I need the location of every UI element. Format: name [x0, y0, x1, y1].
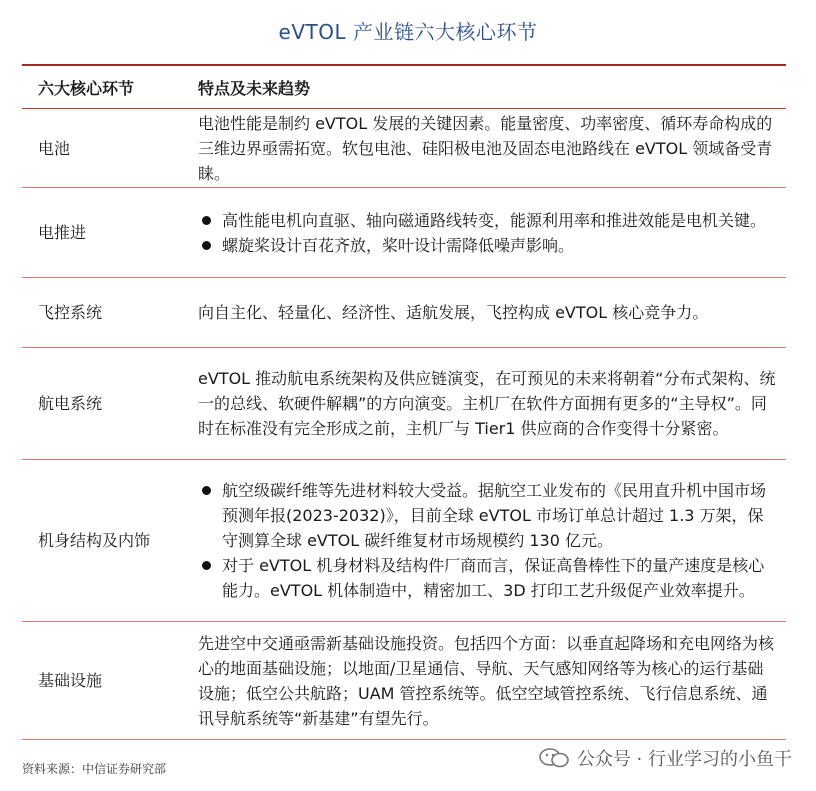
row-category: 飞控系统	[22, 278, 182, 348]
row-category: 基础设施	[22, 622, 182, 740]
page-title: eVTOL 产业链六大核心环节	[278, 20, 538, 44]
row-description: eVTOL 推动航电系统架构及供应链演变，在可预见的未来将朝着“分布式架构、统一的总线、软硬件解耦”的方向演变。主机厂在软件方面拥有更多的“主导权”。同时在标准没有完全形成之前，主机厂与 Tier1 供应商的合作变得十分紧密。	[182, 348, 786, 460]
row-category: 航电系统	[22, 348, 182, 460]
table-row	[22, 460, 786, 622]
bullet-icon	[202, 486, 211, 495]
bullet-icon	[202, 561, 211, 570]
row-category: 电推进	[22, 188, 182, 278]
list-item	[198, 553, 778, 603]
bullet-text: 航空级碳纤维等先进材料较大受益。据航空工业发布的《民用直升机中国市场预测年报(2023-2032)》，目前全球 eVTOL 市场订单总计超过 1.3 万架，保守测算全球 eVTOL 碳纤维复材市场规模约 130 亿元。	[222, 481, 767, 550]
bullet-icon	[202, 216, 211, 225]
row-category: 机身结构及内饰	[22, 460, 182, 622]
bullet-list	[198, 208, 778, 258]
bullet-text: 高性能电机向直驱、轴向磁通路线转变，能源利用率和推进效能是电机关键。	[222, 210, 767, 230]
table-row	[22, 278, 786, 348]
list-item	[198, 233, 778, 258]
table-row	[22, 348, 786, 460]
bullet-icon	[202, 241, 211, 250]
watermark-text: 公众号 · 行业学习的小鱼干	[576, 749, 792, 770]
bullet-list	[198, 478, 778, 603]
bullet-text: 螺旋桨设计百花齐放，桨叶设计需降低噪声影响。	[222, 235, 575, 255]
wechat-icon	[539, 748, 569, 768]
row-category: 电池	[22, 109, 182, 188]
table-row	[22, 622, 786, 740]
header-category: 六大核心环节	[22, 65, 182, 109]
source-note: 资料来源：中信证券研究部	[22, 762, 167, 776]
core-links-table	[22, 64, 786, 740]
watermark	[539, 745, 792, 771]
row-description: 先进空中交通亟需新基础设施投资。包括四个方面：以垂直起降场和充电网络为核心的地面基础设施；以地面/卫星通信、导航、天气感知网络等为核心的运行基础设施；低空公共航路；UAM 管控系统等。低空空域管控系统、飞行信息系统、通讯导航系统等“新基建”有望先行。	[182, 622, 786, 740]
table-header-row	[22, 65, 786, 109]
list-item	[198, 208, 778, 233]
row-description: 电池性能是制约 eVTOL 发展的关键因素。能量密度、功率密度、循环寿命构成的三维边界亟需拓宽。软包电池、硅阳极电池及固态电池路线在 eVTOL 领域备受青睐。	[182, 109, 786, 188]
table-row	[22, 109, 786, 188]
list-item	[198, 478, 778, 553]
table-row	[22, 188, 786, 278]
bullet-text: 对于 eVTOL 机身材料及结构件厂商而言，保证高鲁棒性下的量产速度是核心能力。eVTOL 机体制造中，精密加工、3D 打印工艺升级促产业效率提升。	[222, 556, 765, 600]
header-trend: 特点及未来趋势	[182, 65, 786, 109]
row-description: 向自主化、轻量化、经济性、适航发展，飞控构成 eVTOL 核心竞争力。	[182, 278, 786, 348]
